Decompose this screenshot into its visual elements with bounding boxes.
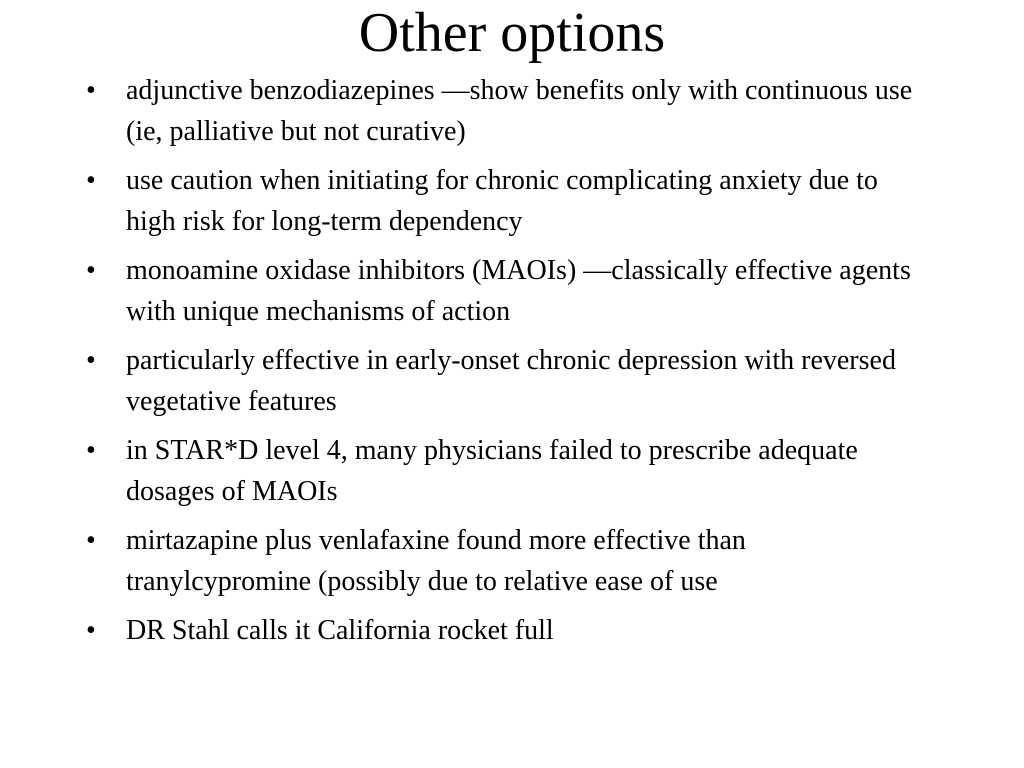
bullet-item — [86, 70, 916, 152]
bullet-item — [86, 520, 916, 602]
bullet-text: mirtazapine plus venlafaxine found more effective than tranylcypromine (possibly due to relative ease of use — [126, 525, 746, 597]
bullet-list — [86, 70, 916, 659]
bullet-text: particularly effective in early-onset chronic depression with reversed vegetative features — [126, 345, 896, 417]
bullet-icon: • — [86, 525, 96, 556]
bullet-text: in STAR*D level 4, many physicians failed to prescribe adequate dosages of MAOIs — [126, 435, 858, 507]
bullet-text: DR Stahl calls it California rocket full — [126, 615, 554, 646]
bullet-item — [86, 610, 916, 651]
bullet-item — [86, 340, 916, 422]
slide-title: Other options — [358, 2, 666, 64]
bullet-text: use caution when initiating for chronic complicating anxiety due to high risk for long-term dependency — [126, 165, 878, 237]
bullet-item — [86, 430, 916, 512]
bullet-icon: • — [86, 615, 96, 646]
bullet-item — [86, 160, 916, 242]
bullet-icon: • — [86, 345, 96, 376]
bullet-text: adjunctive benzodiazepines —show benefits only with continuous use (ie, palliative but not curative) — [126, 75, 913, 147]
bullet-icon: • — [86, 255, 96, 286]
bullet-text: monoamine oxidase inhibitors (MAOIs) —classically effective agents with unique mechanisms of action — [126, 255, 911, 327]
bullet-item — [86, 250, 916, 332]
bullet-icon: • — [86, 75, 96, 106]
bullet-icon: • — [86, 165, 96, 196]
bullet-icon: • — [86, 435, 96, 466]
